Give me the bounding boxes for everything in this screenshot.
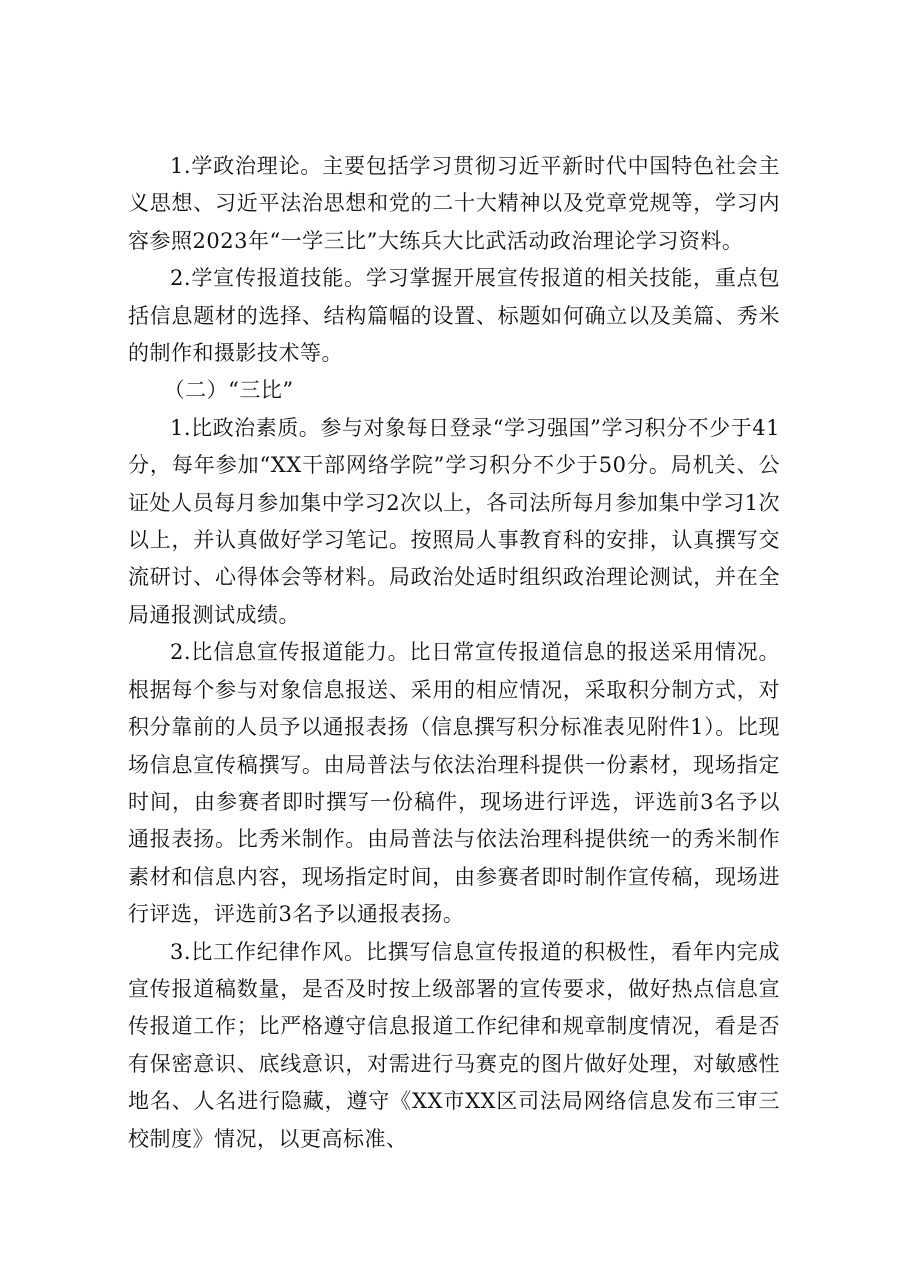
paragraph-compare-work-discipline: 3.比工作纪律作风。比撰写信息宣传报道的积极性，看年内完成宣传报道稿数量，是否及时按上级部署的宣传要求，做好热点信息宣传报道工作；比严格遵守信息报道工作纪律和规章制度情况，看是否有保密意识、底线意识，对需进行马赛克的图片做好处理，对敏感性地名、人名进行隐藏，遵守《XX市XX区司法局网络信息发布三审三校制度》情况，以更高标准、 — [128, 939, 780, 1151]
paragraph-study-political-theory: 1.学政治理论。主要包括学习贯彻习近平新时代中国特色社会主义思想、习近平法治思想和党的二十大精神以及党章党规等，学习内容参照2023年“一学三比”大练兵大比武活动政治理论学习资料。 — [128, 154, 780, 253]
paragraph-study-publicity-skills: 2.学宣传报道技能。学习掌握开展宣传报道的相关技能，重点包括信息题材的选择、结构篇幅的设置、标题如何确立以及美篇、秀米的制作和摄影技术等。 — [128, 266, 780, 366]
document-body — [128, 148, 780, 1158]
paragraph-compare-publicity-ability: 2.比信息宣传报道能力。比日常宣传报道信息的报送采用情况。根据每个参与对象信息报送、采用的相应情况，采取积分制方式，对积分靠前的人员予以通报表扬（信息撰写积分标准表见附件1）。比现场信息宣传稿撰写。由局普法与依法治理科提供一份素材，现场指定时间，由参赛者即时撰写一份稿件，现场进行评选，评选前3名予以通报表扬。比秀米制作。由局普法与依法治理科提供统一的秀米制作素材和信息内容，现场指定时间，由参赛者即时制作宣传稿，现场进行评选，评选前3名予以通报表扬。 — [128, 640, 780, 927]
paragraph-compare-political-quality: 1.比政治素质。参与对象每日登录“学习强国”学习积分不少于41分，每年参加“XX干部网络学院”学习积分不少于50分。局机关、公证处人员每月参加集中学习2次以上，各司法所每月参加集中学习1次以上，并认真做好学习笔记。按照局人事教育科的安排，认真撰写交流研讨、心得体会等材料。局政治处适时组织政治理论测试，并在全局通报测试成绩。 — [128, 415, 780, 627]
section-heading-three-comparisons: （二）“三比” — [163, 378, 294, 403]
